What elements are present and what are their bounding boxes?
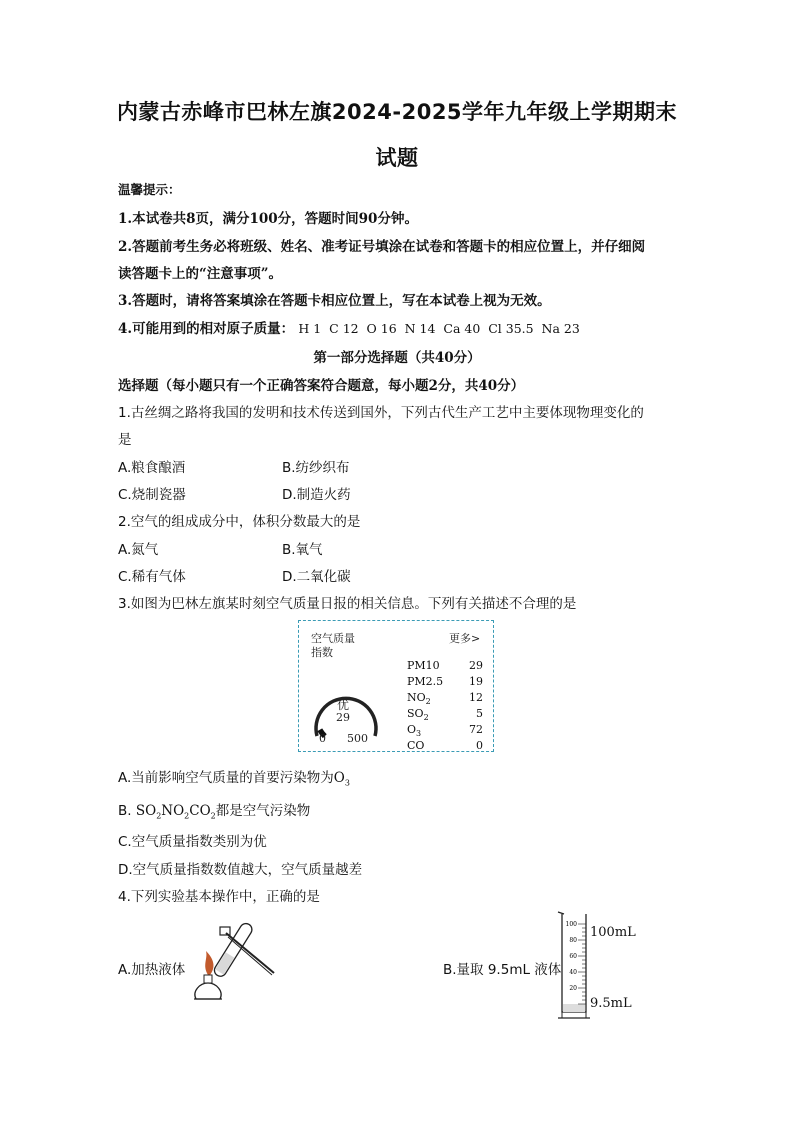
formula-co2: CO xyxy=(189,803,211,819)
q1-stem-cont: 是 xyxy=(118,432,132,448)
pollutant-value: 29 xyxy=(469,659,483,672)
q4-option-b-label: B.量取 9.5mL 液体 xyxy=(443,962,562,978)
pollutant-row xyxy=(407,659,483,672)
pollutant-name: CO xyxy=(407,739,425,752)
q3-option-b xyxy=(118,799,310,821)
formula-no2: NO xyxy=(161,803,185,819)
q1-option-a: A.粮食酿酒 xyxy=(118,460,186,476)
cylinder-body xyxy=(562,914,586,1012)
q4-stem: 4.下列实验基本操作中，正确的是 xyxy=(118,889,320,905)
pollutant-name: $O_3$ xyxy=(407,723,422,739)
q1-option-b: B.纺纱织布 xyxy=(282,460,350,476)
pollutant-name: PM10 xyxy=(407,659,440,672)
q2-option-a: A.氮气 xyxy=(118,542,159,558)
gauge-min: 0 xyxy=(319,732,326,745)
tube-holder-edge xyxy=(228,937,272,975)
q2-option-d: D.二氧化碳 xyxy=(282,569,351,585)
air-quality-figure xyxy=(298,620,494,752)
cylinder-ticks xyxy=(566,921,586,1004)
formula-subscript: 2 xyxy=(156,811,162,821)
cylinder-tick-label: 40 xyxy=(569,969,577,976)
heating-liquid-figure xyxy=(188,915,280,1023)
exam-title-line1: 内蒙古赤峰市巴林左旗2024-2025学年九年级上学期期末 xyxy=(116,100,678,124)
notice-item-2-cont: 读答题卡上的“注意事项”。 xyxy=(118,266,283,282)
pollutant-row xyxy=(407,723,483,738)
pollutant-subscript: 3 xyxy=(416,729,422,739)
tube-holder-icon xyxy=(226,933,274,973)
q3-stem: 3.如图为巴林左旗某时刻空气质量日报的相关信息。下列有关描述不合理的是 xyxy=(118,596,577,612)
q1-option-d: D.制造火药 xyxy=(282,487,351,503)
q2-stem: 2.空气的组成成分中，体积分数最大的是 xyxy=(118,514,361,530)
pollutant-value: 0 xyxy=(476,739,483,752)
cylinder-liquid xyxy=(563,1004,585,1012)
q3-option-a-text: A.当前影响空气质量的首要污染物为 xyxy=(118,770,334,786)
q3-option-d: D.空气质量指数数值越大，空气质量越差 xyxy=(118,862,363,878)
section-instruction: 选择题（每小题只有一个正确答案符合题意，每小题2分，共40分） xyxy=(118,378,525,394)
formula-o: O xyxy=(333,770,345,786)
pollutant-row xyxy=(407,739,483,752)
aqi-label-2: 指数 xyxy=(311,646,333,659)
cylinder-tick-label: 100 xyxy=(565,921,577,928)
notice-item-4-label: 4.可能用到的相对原子质量： xyxy=(118,321,295,337)
pollutant-name: $NO_2$ xyxy=(407,691,431,707)
gauge-level: 优 xyxy=(337,698,350,712)
cylinder-tick-label: 60 xyxy=(569,953,577,960)
q4-option-a-label: A.加热液体 xyxy=(118,962,186,978)
pollutant-value: 72 xyxy=(469,723,483,736)
test-tube xyxy=(212,921,254,978)
lamp-wick xyxy=(204,975,212,983)
pollutant-row xyxy=(407,707,483,722)
relative-atomic-masses: H 1 C 12 O 16 N 14 Ca 40 Cl 35.5 Na 23 xyxy=(298,321,580,336)
notice-heading: 温馨提示： xyxy=(118,182,181,197)
gauge-max: 500 xyxy=(347,732,368,745)
pollutant-row xyxy=(407,691,483,706)
cylinder-reading-label: 9.5mL xyxy=(590,996,632,1011)
q3-option-b-prefix: B. xyxy=(118,803,132,819)
q2-option-c: C.稀有气体 xyxy=(118,569,186,585)
notice-item-1: 1.本试卷共8页，满分100分，答题时间90分钟。 xyxy=(118,211,418,227)
notice-item-2: 2.答题前考生务必将班级、姓名、准考证号填涂在试卷和答题卡的相应位置上，并仔细阅 xyxy=(118,239,646,255)
formula-subscript: 2 xyxy=(184,811,190,821)
exam-title-line2: 试题 xyxy=(375,146,419,170)
pollutant-subscript: 2 xyxy=(425,697,431,707)
q3-option-a xyxy=(118,766,350,788)
cylinder-spout xyxy=(558,912,564,914)
q3-option-b-formulas xyxy=(136,803,216,819)
more-link: 更多> xyxy=(449,632,481,645)
pollutant-subscript: 2 xyxy=(423,713,429,723)
q1-stem: 1.古丝绸之路将我国的发明和技术传送到国外，下列古代生产工艺中主要体现物理变化的 xyxy=(118,405,644,421)
pollutant-value: 19 xyxy=(469,675,483,688)
pollutant-value: 12 xyxy=(469,691,483,704)
q3-option-a-formula xyxy=(334,770,350,786)
pollutant-name: $SO_2$ xyxy=(407,707,429,723)
pollutant-row xyxy=(407,675,483,688)
cylinder-capacity-label: 100mL xyxy=(590,925,636,940)
q3-option-b-text: 都是空气污染物 xyxy=(215,803,311,819)
q1-option-c: C.烧制瓷器 xyxy=(118,487,186,503)
aqi-label: 空气质量 xyxy=(311,632,355,645)
flame-icon xyxy=(205,951,213,975)
formula-subscript: 2 xyxy=(210,811,216,821)
part-title: 第一部分选择题（共40分） xyxy=(313,350,481,366)
formula-so2: SO xyxy=(135,803,157,819)
cylinder-tick-label: 20 xyxy=(569,985,577,992)
formula-subscript: 3 xyxy=(344,778,350,788)
pollutant-value: 5 xyxy=(476,707,483,720)
pollutant-name: PM2.5 xyxy=(407,675,444,688)
notice-item-3: 3.答题时，请将答案填涂在答题卡相应位置上，写在本试卷上视为无效。 xyxy=(118,293,551,309)
notice-item-4 xyxy=(118,317,580,337)
q2-option-b: B.氧气 xyxy=(282,542,323,558)
alcohol-lamp-icon xyxy=(195,983,221,999)
cylinder-tick-label: 80 xyxy=(569,937,577,944)
gauge-value: 29 xyxy=(336,711,350,724)
q3-option-c: C.空气质量指数类别为优 xyxy=(118,834,267,850)
